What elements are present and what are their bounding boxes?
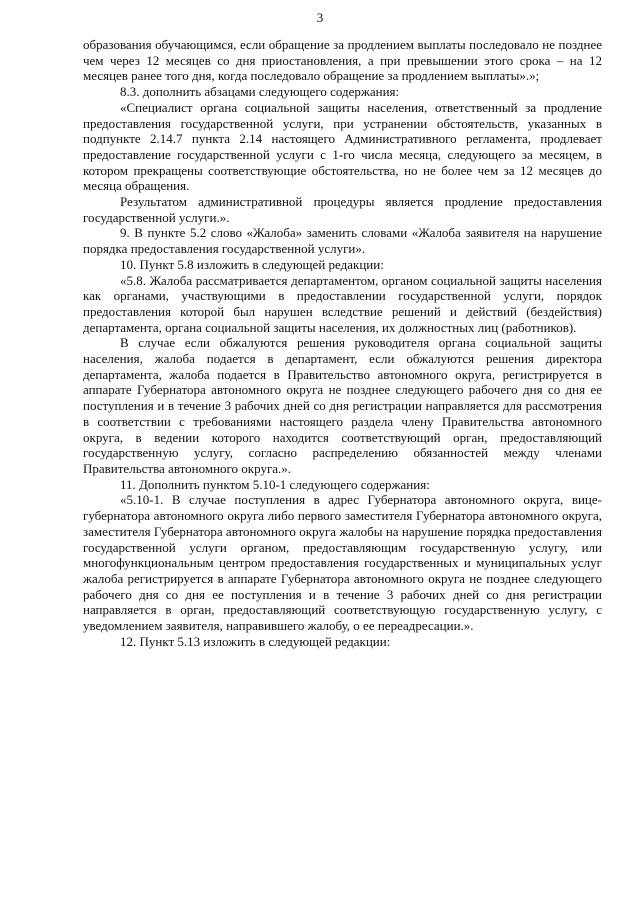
document-body — [83, 37, 602, 649]
paragraph-8-3: 8.3. дополнить абзацами следующего содержания: — [120, 84, 400, 100]
page-number: 3 — [316, 10, 324, 25]
paragraph-11: 11. Дополнить пунктом 5.10-1 следующего содержания: — [120, 476, 430, 492]
paragraph-10: 10. Пункт 5.8 изложить в следующей редакции: — [120, 256, 384, 272]
paragraph-9: 9. В пункте 5.2 слово «Жалоба» заменить словами «Жалоба заявителя на нарушение порядка предоставления государственной услуги». — [83, 225, 602, 257]
paragraph-12: 12. Пункт 5.13 изложить в следующей редакции: — [120, 633, 391, 649]
paragraph-result: Результатом административной процедуры является продление предоставления государственной услуги.». — [83, 194, 602, 225]
paragraph-continuation: образования обучающимся, если обращение за продлением выплаты последовало не позднее чем через 12 месяцев со дня приостановления, а при превышении этого срока – на 12 месяцев ранее того дня, когда последовало обращение за продлением выплаты».»; — [83, 37, 602, 84]
paragraph-5-8: «5.8. Жалоба рассматривается департаментом, органом социальной защиты населения как органами, участвующими в предоставлении государственной услуги, порядок предоставления которой был нарушен вследствие решений и действий (бездействия) департамента, органа социальной защиты населения, их должностных лиц (работников). — [83, 272, 602, 335]
paragraph-appeal-case: В случае если обжалуются решения руководителя органа социальной защиты населения, жалоба подается в департамент, если обжалуются решения директора департамента, жалоба подается в Правительство автономного округа, регистрируется в аппарате Губернатора автономного округа не позднее следующего рабочего дня со дня ее поступления и в течение 3 рабочих дней со дня регистрации направляется для рассмотрения в соответствии с требованиями настоящего раздела члену Правительства автономного округа, в ведении которого находится соответствующий орган, предоставляющий государственную услугу, согласно распределению обязанностей между членами Правительства автономного округа.». — [83, 335, 602, 476]
paragraph-specialist: «Специалист органа социальной защиты населения, ответственный за продление предоставления государственной услуги, при устранении обстоятельств, указанных в подпункте 2.14.7 пункта 2.14 настоящего Административного регламента, продлевает предоставление государственной услуги с 1-го числа месяца, следующего за месяцем, в котором прекращены соответствующие обстоятельства, но не более чем за 12 месяцев до месяца обращения. — [83, 99, 602, 194]
paragraph-5-10-1: «5.10-1. В случае поступления в адрес Губернатора автономного округа, вице-губернатора автономного округа либо первого заместителя Губернатора автономного округа, заместителя Губернатора автономного округа жалобы на нарушение порядка предоставления государственной услуги органом, предоставляющим государственную услугу, или многофункциональным центром предоставления государственных и муниципальных услуг жалоба регистрируется в аппарате Губернатора автономного округа не позднее следующего рабочего дня со дня ее поступления и в течение 3 рабочих дней со дня регистрации направляется в орган, предоставляющий соответствующую государственную услугу, с уведомлением заявителя, направившего жалобу, о ее переадресации.». — [83, 492, 602, 634]
